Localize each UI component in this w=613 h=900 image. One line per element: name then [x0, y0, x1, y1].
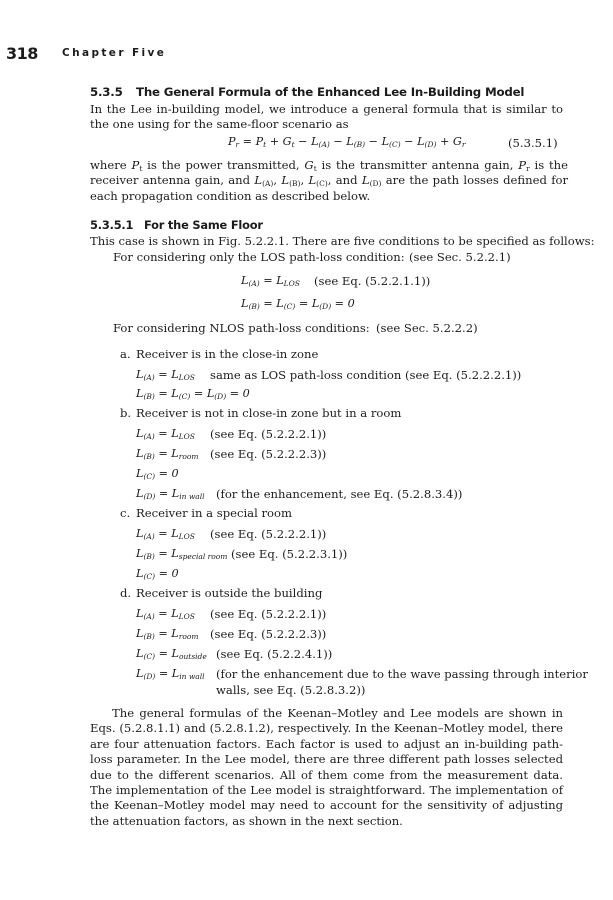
- section-title: The General Formula of the Enhanced Lee In-Building Model: [136, 85, 525, 99]
- case-b-ref1: (see Eq. (5.2.2.2.1)): [210, 427, 327, 441]
- case-c-label: c.: [120, 506, 131, 520]
- page-number: 318: [6, 44, 38, 63]
- case-b-eq1: $L_{(A)} = L_{LOS}$: [136, 427, 195, 441]
- case-d-ref3: (see Eq. (5.2.2.4.1)): [216, 647, 333, 661]
- subsection-line1: This case is shown in Fig. 5.2.2.1. There are five conditions to be specified as follows:: [90, 234, 595, 248]
- case-c-ref2: (see Eq. (5.2.2.3.1)): [231, 547, 348, 561]
- case-d-ref1: (see Eq. (5.2.2.2.1)): [210, 607, 327, 621]
- case-a-label: a.: [120, 347, 131, 361]
- case-b-title: Receiver is not in close-in zone but in a room: [136, 406, 402, 420]
- equation-number: (5.3.5.1): [508, 136, 558, 150]
- los-label: For considering only the LOS path-loss condition:: [113, 250, 405, 264]
- case-c-eq1: $L_{(A)} = L_{LOS}$: [136, 527, 195, 541]
- case-b-eq4: $L_{(D)} = L_{in wall}$: [136, 487, 205, 501]
- case-c-eq2: $L_{(B)} = L_{special room}$: [136, 547, 228, 561]
- los-eq1-ref: (see Eq. (5.2.2.1.1)): [314, 274, 431, 288]
- case-b-label: b.: [120, 406, 132, 420]
- case-d-title: Receiver is outside the building: [136, 586, 323, 600]
- case-d-ref4b: walls, see Eq. (5.2.8.3.2)): [216, 683, 366, 697]
- general-formula-equation: $P_r = P_t + G_t - L_{(A)} - L_{(B)} - L_{(C)} - L_{(D)} + G_r$: [228, 135, 466, 149]
- case-d-eq4: $L_{(D)} = L_{in wall}$: [136, 667, 205, 681]
- section-number: 5.3.5: [90, 85, 123, 99]
- case-d-ref2: (see Eq. (5.2.2.2.3)): [210, 627, 327, 641]
- case-b-eq3: $L_{(C)} = 0$: [136, 467, 179, 481]
- case-b-ref4: (for the enhancement, see Eq. (5.2.8.3.4)): [216, 487, 463, 501]
- closing-paragraph: The general formulas of the Keenan–Motley and Lee models are shown in Eqs. (5.2.8.1.1) and (5.2.8.1.2), respectively. In the Keenan–Motley model, there are four attenuation factors. Each factor is used to adjust an in-building path-loss parameter. In the Lee model, there are three different path losses selected due to the different scenarios. All of them come from the measurement data. The implementation of the Lee model is straightforward. The implementation of the Keenan–Motley model may need to account for the sensitivity of adjusting the attenuation factors, as shown in the next section.: [90, 706, 563, 828]
- los-eq-lb-lc-ld: $L_{(B)} = L_{(C)} = L_{(D)} = 0$: [241, 297, 355, 311]
- section-intro: In the Lee in-building model, we introduce a general formula that is similar to the one using for the same-floor scenario as: [90, 102, 563, 132]
- case-d-eq2: $L_{(B)} = L_{room}$: [136, 627, 199, 641]
- section-heading: [90, 85, 524, 99]
- case-d-eq1: $L_{(A)} = L_{LOS}$: [136, 607, 195, 621]
- where-text: where $P_t$ is the power transmitted, $G_t$ is the transmitter antenna gain, $P_r$ is the receiver antenna gain, and $L_{(A)}$, $L_{(B)}$, $L_{(C)}$, and $L_{(D)}$ are the path losses defined for each propagation condition as described below.: [90, 158, 569, 203]
- case-c-eq3: $L_{(C)} = 0$: [136, 567, 179, 581]
- case-c-title: Receiver in a special room: [136, 506, 292, 520]
- case-a-title: Receiver is in the close-in zone: [136, 347, 319, 361]
- chapter-title: Chapter Five: [62, 47, 167, 59]
- case-a-eq2: $L_{(B)} = L_{(C)} = L_{(D)} = 0$: [136, 387, 250, 401]
- los-ref: (see Sec. 5.2.2.1): [409, 250, 511, 264]
- case-c-ref1: (see Eq. (5.2.2.2.1)): [210, 527, 327, 541]
- case-d-eq3: $L_{(C)} = L_{outside}$: [136, 647, 207, 661]
- case-d-label: d.: [120, 586, 132, 600]
- case-a-ref1: same as LOS path-loss condition (see Eq. (5.2.2.2.1)): [210, 368, 522, 382]
- case-b-eq2: $L_{(B)} = L_{room}$: [136, 447, 199, 461]
- los-eq-la: $L_{(A)} = L_{LOS}$: [241, 274, 300, 288]
- subsection-heading: [90, 218, 263, 232]
- case-d-ref4a: (for the enhancement due to the wave passing through interior: [216, 667, 588, 681]
- subsection-number: 5.3.5.1: [90, 218, 134, 232]
- subsection-title: For the Same Floor: [144, 218, 263, 232]
- case-b-ref2: (see Eq. (5.2.2.2.3)): [210, 447, 327, 461]
- nlos-ref: (see Sec. 5.2.2.2): [376, 321, 478, 335]
- nlos-label: For considering NLOS path-loss conditions:: [113, 321, 370, 335]
- case-a-eq1: $L_{(A)} = L_{LOS}$: [136, 368, 195, 382]
